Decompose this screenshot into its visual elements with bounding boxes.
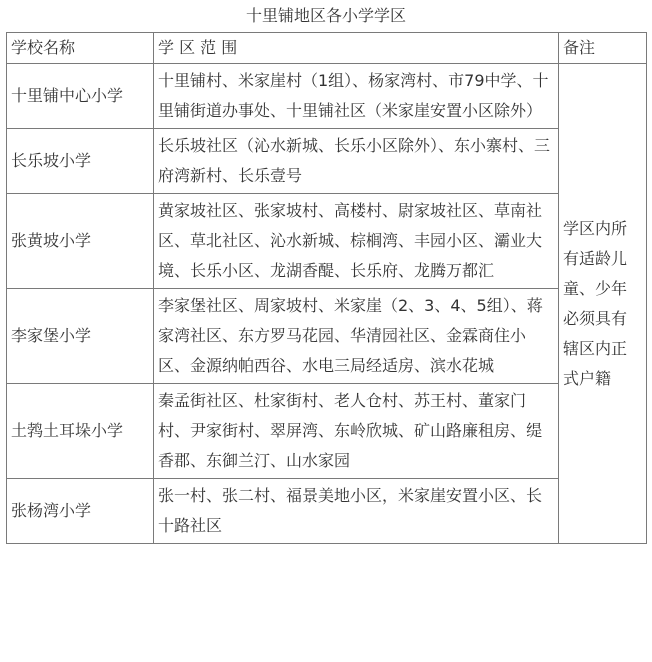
school-name-cell: 长乐坡小学: [7, 129, 154, 194]
table-row: [7, 194, 647, 289]
table-row: [7, 384, 647, 479]
district-range-cell: 长乐坡社区（沁水新城、长乐小区除外）、东小寨村、三府湾新村、长乐壹号: [154, 129, 559, 194]
page-title: 十里铺地区各小学学区: [245, 6, 406, 25]
table-row: [7, 129, 647, 194]
header-school-name: 学校名称: [7, 33, 154, 64]
district-range-cell: 张一村、张二村、福景美地小区，米家崖安置小区、长十路社区: [154, 479, 559, 544]
district-range-cell: 十里铺村、米家崖村（1组）、杨家湾村、市79中学、十里铺街道办事处、十里铺社区（米家崖安置小区除外）: [154, 64, 559, 129]
district-range-cell: 李家堡社区、周家坡村、米家崖（2、3、4、5组）、蒋家湾社区、东方罗马花园、华清园社区、金霖商住小区、金源纳帕西谷、水电三局经适房、滨水花城: [154, 289, 559, 384]
school-name-cell: 李家堡小学: [7, 289, 154, 384]
table-row: [7, 289, 647, 384]
table-header-row: [7, 33, 647, 64]
school-district-table: [6, 32, 647, 544]
table-row: [7, 479, 647, 544]
school-name-cell: 张杨湾小学: [7, 479, 154, 544]
school-name-cell: 十里铺中心小学: [7, 64, 154, 129]
header-note: 备注: [559, 33, 647, 64]
school-name-cell: 土鹁土耳垛小学: [7, 384, 154, 479]
district-range-cell: 秦孟街社区、杜家街村、老人仓村、苏王村、董家门村、尹家街村、翠屏湾、东岭欣城、矿山路廉租房、缇香郡、东御兰汀、山水家园: [154, 384, 559, 479]
district-range-cell: 黄家坡社区、张家坡村、高楼村、尉家坡社区、草南社区、草北社区、沁水新城、棕榈湾、丰园小区、灞业大境、长乐小区、龙湖香醍、长乐府、龙腾万都汇: [154, 194, 559, 289]
header-district-range: 学 区 范 围: [154, 33, 559, 64]
table-row: [7, 64, 647, 129]
school-name-cell: 张黄坡小学: [7, 194, 154, 289]
note-cell: 学区内所有适龄儿童、少年必须具有辖区内正式户籍: [559, 64, 647, 544]
